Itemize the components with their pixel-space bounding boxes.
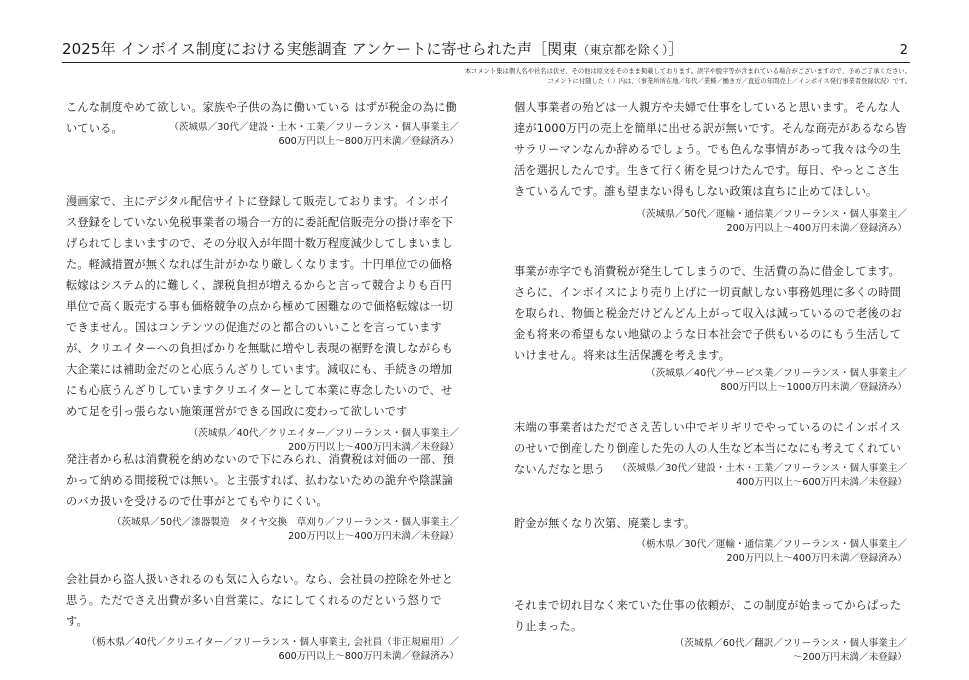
comment-entry (514, 595, 907, 665)
title-main: 2025年 インボイス制度における実態調査 アンケートに寄せられた声［関東 (62, 40, 578, 58)
comment-entry (66, 191, 459, 455)
respondent-info: ～200万円未満／未登録） (792, 652, 907, 663)
respondent-info: （栃木県／30代／運輸・通信業／フリーランス・個人事業主／ (636, 539, 907, 550)
note-line: コメントに付随した（ ）内は、（事業所所在地／年代／業種／働き方／直近の年間売上／インボイス発行事業者登録状況）です。 (547, 78, 911, 85)
comment-entry (514, 417, 907, 490)
comment-text: 事業が赤字でも消費税が発生してしまうので、生活費の為に借金してます。さらに、インボイスにより売り上げに一切貢献しない事務処理に多くの時間を取られ、物価と税金だけどんどん上がって収入は減っているので老後のお金も将来の希望もない地獄のような日本社会で子供もいるのにもう生活していけません。将来は生活保護を考えます。 (514, 265, 902, 362)
note-line: 本コメント集は個人名や社名は伏せ、その他は原文をそのまま掲載しております。誤字や脱字等が含まれている場合がございますので、予めご了承ください。 (464, 68, 911, 75)
title-subnote: （東京都を除く） (577, 43, 669, 57)
respondent-info: 200万円以上～400万円未満／未登録） (288, 531, 459, 542)
respondent-info: （茨城県／50代／漆器製造 タイヤ交換 草刈り／フリーランス・個人事業主／ (111, 517, 459, 528)
comment-text: 会社員から盗人扱いされるのも気に入らない。なら、会社員の控除を外せと思う。ただでさえ出費が多い自営業に、なにしてくれるのだという怒りです。 (66, 573, 454, 628)
respondent-info: （茨城県／30代／建設・土木・工業／フリーランス・個人事業主／ (169, 122, 459, 133)
comment-text: それまで切れ目なく来ていた仕事の依頼が、この制度が始まってからぱったり止まった。 (514, 599, 902, 633)
respondent-info: 800万円以上～1000万円未満／登録済み） (720, 382, 907, 393)
title-close-bracket: ］ (668, 40, 684, 58)
page-header (62, 38, 912, 62)
comment-entry (66, 97, 459, 149)
comment-entry (66, 569, 459, 664)
respondent-info: （茨城県／40代／サービス業／フリーランス・個人事業主／ (646, 368, 907, 379)
page-number: 2 (899, 43, 908, 58)
comment-text: 個人事業者の殆どは一人親方や夫婦で仕事をしていると思います。そんな人達が1000万円の売上を簡単に出せる訳が無いです。そんな商売があるなら皆サラリーマンなんか辞めるでしょう。でも色んな事情があって我々は今の生活を選択したんです。生きて行く術を見つけたんです。毎日、やっとこさ生きているんです。誰も望まない得もしない政策は直ちに止めてほしい。 (514, 101, 907, 198)
respondent-info: （茨城県／50代／運輸・通信業／フリーランス・個人事業主／ (636, 209, 907, 220)
respondent-info: 200万円以上～400万円未満／未登録） (288, 442, 459, 453)
editorial-notes (465, 67, 911, 87)
comment-text: 末端の事業者はただでさえ苦しい中でギリギリでやっているのにインボイスのせいで倒産したり倒産した先の人の人生など本当になにも考えてくれていないんだなと思う (514, 421, 902, 476)
respondent-info: 600万円以上～800万円未満／登録済み） (278, 651, 459, 662)
comment-entry (514, 513, 907, 566)
comment-text: 漫画家で、主にデジタル配信サイトに登録して販売しております。インボイス登録をしていない免税事業者の場合一方的に委託配信販売分の掛け率を下げられてしまいますので、その分収入が年間十数万程度減少してしまいました。軽減措置が無くなれば生計がかなり厳しくなります。十円単位での価格転嫁はシステム的に難しく、課税負担が増えるからと言って競合よりも百円単位で高く販売する事も価格競争の点から極めて困難なので価格転嫁は一切できません。国はコンテンツの促進だのと都合のいいことを言っていますが、クリエイターへの負担ばかりを無駄に増やし表現の裾野を潰しながらも大企業には補助金だのと心底うんざりしています。減収にも、手続きの増加にも心底うんざりしていますクリエイターとして本業に専念したいので、せめて足を引っ張らない施策運営ができる国政に変わって欲しいです (66, 195, 454, 418)
comment-entry (514, 261, 907, 395)
respondent-info: （茨城県／30代／建設・土木・工業／フリーランス・個人事業主／ (617, 463, 907, 474)
comment-text: 発注者から私は消費税を納めないので下にみられ、消費税は対価の一部、預かって納める間接税では無い。と主張すれば、払わないための詭弁や陰謀論のバカ扱いを受けるので仕事がとてもやりにくい。 (66, 453, 454, 508)
page-title (62, 38, 683, 59)
respondent-info: 400万円以上～600万円未満／未登録） (736, 477, 907, 488)
comment-text: こんな制度やめて欲しい。家族や子供の為に働いている はずが税金の為に働いている。 (66, 101, 457, 135)
comment-entry (514, 97, 907, 236)
respondent-info: （茨城県／40代／クリエイター／フリーランス・個人事業主／ (188, 428, 459, 439)
respondent-info: 600万円以上～800万円未満／登録済み） (278, 136, 459, 147)
header-rule (62, 62, 910, 63)
respondent-info: 200万円以上～400万円未満／登録済み） (726, 223, 907, 234)
comment-text: 貯金が無くなり次第、廃業します。 (514, 517, 696, 530)
respondent-info: （栃木県／40代／クリエイター／フリーランス・個人事業主, 会社員（非正規雇用）／ (86, 637, 459, 648)
comment-entry (66, 449, 459, 544)
respondent-info: 200万円以上～400万円未満／登録済み） (726, 553, 907, 564)
respondent-info: （茨城県／60代／翻訳／フリーランス・個人事業主／ (674, 638, 907, 649)
